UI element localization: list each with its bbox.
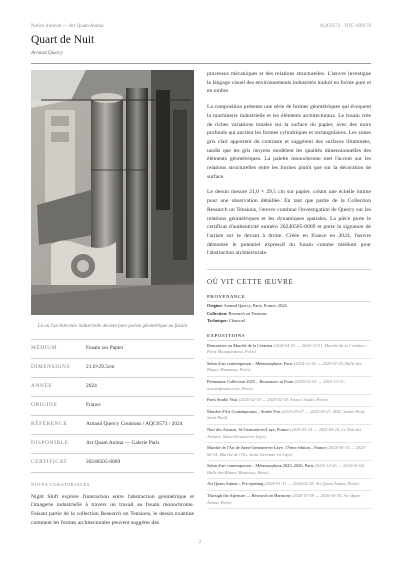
spec-row <box>31 434 194 453</box>
exposition-name: Art Quam Anima – Pre-opening <box>207 481 264 487</box>
exposition-detail: (2025-02-18 → 2025-02-18, Artist's Studio, Paris) <box>238 397 328 403</box>
artwork-title: Quart de Nuit <box>31 34 95 46</box>
spec-row <box>31 415 194 434</box>
description-paragraph: La composition présente une série de formes géométriques qui évoquent la machinerie industrielle et les éléments architecturaux. Le fusain crée de riches variations tonales sur la surface du papier, avec des noirs profonds qui ancrent les formes cylindriques et rectangulaires. Les zones gris clair apportent du contraste et suggèrent des surfaces illuminées, tandis que les gris moyens modèlent les qualités dimensionnelles des éléments géométriques. La palette monochrome met l'accent sur les relations structurelles entre les formes plutôt que sur la décoration de surface. <box>207 104 371 180</box>
spec-value: France <box>86 396 194 415</box>
spec-key: ORIGINE <box>31 396 86 415</box>
exposition-detail: (2026-01-31 → 2026-02-28, Art Quam Anima, Paris) <box>264 481 359 487</box>
exposition-name: Salon d'art contemporain – Métamorphose 2025–2026, Paris <box>207 463 314 469</box>
spec-row <box>31 377 194 396</box>
exposition-item <box>207 443 371 461</box>
spec-key: RÉFÉRENCE <box>31 415 86 434</box>
spec-value: 21.0×29.5cm <box>86 358 194 377</box>
provenance-line <box>207 317 371 325</box>
exposition-item <box>207 425 371 443</box>
provenance-label: Technique: <box>207 318 228 324</box>
header-notice: Notice d'œuvre — Art Quam Anima <box>31 24 104 29</box>
provenance-value: Arnaud Quercy, Paris, France, 2024 <box>223 303 287 309</box>
provenance-label: Collection: <box>207 310 228 316</box>
exposition-item <box>207 407 371 425</box>
exposition-name: Nuit des Artistes, St-Germain-en-Laye, France <box>207 426 289 432</box>
exposition-name: Marché de l'Art de Saint-Germain-en-Laye, 17ème édition – France <box>207 445 327 451</box>
exposition-detail: (2026-03-09 → 2026-04-30, Art Quam Anima, Paris) <box>207 493 361 505</box>
exposition-detail: (2025-06-14 → 2025-06-14, Marché de l'Art, Saint-Germain-en-Laye) <box>207 445 367 457</box>
section-divider <box>207 269 371 270</box>
exposition-item <box>207 359 371 377</box>
spec-row <box>31 358 194 377</box>
exposition-detail: (2025-03-27 → 2025-03-27, MAC Sainte-Paul, Saint-Paul) <box>207 408 366 421</box>
provenance-heading: PROVENANCE <box>207 294 246 300</box>
exposition-name: Paris Studio Visit <box>207 397 238 403</box>
provenance-line <box>207 310 371 318</box>
spec-key: ANNÉE <box>31 377 86 396</box>
page-number: 2 <box>198 540 202 545</box>
exposition-item <box>207 377 371 395</box>
spec-key: CERTIFICAT <box>31 453 86 472</box>
exposition-item <box>207 491 371 509</box>
curatorial-notes-text: Night Shift explore l'interaction entre l'abstraction géométrique et l'imagerie industrielle à travers un travail au fusain monochrome. Faisant partie de la collection Research on Tensions, le dessin examine comment les formes architecturales peuvent suggérer des <box>31 493 194 526</box>
spec-row <box>31 453 194 472</box>
exposition-detail: (2025-05-24 → 2025-05-24, Le Nuit des Artistes, Saint-Germain-en-Laye) <box>207 426 362 439</box>
spec-value: 2024 <box>86 377 194 396</box>
spec-key: MÉDIUM <box>31 339 86 358</box>
exposition-name: Marché d'Art Contemporain – Soirée Port <box>207 408 281 414</box>
exposition-name: Rencontres au Marché de la Création <box>207 342 273 348</box>
exposition-item <box>207 479 371 491</box>
spec-row <box>31 396 194 415</box>
exposition-detail: (2024-04-23 → 2024-12-31, Marché de la Création – Paris Montparnasse, Paris) <box>207 342 368 355</box>
header-reference: AQC0573 · NTC-000178 <box>319 24 371 29</box>
right-column <box>207 70 371 509</box>
exposition-item <box>207 395 371 407</box>
expositions-heading: EXPOSITIONS <box>207 332 246 338</box>
spec-row <box>31 339 194 358</box>
provenance-label: Origine: <box>207 303 223 309</box>
where-seen-heading: OÙ VIT CETTE ŒUVRE <box>207 278 294 287</box>
curatorial-notes-heading: NOTES CURATORIALES <box>31 481 90 487</box>
artwork-caption: Là où l'architecture industrielle devient pure poésie géométrique au fusain <box>37 324 188 329</box>
artwork-image <box>31 70 194 315</box>
spec-value: 20240505-0069 <box>86 453 194 472</box>
exposition-name: Permanent Collection 2025 – Resonance in Form <box>207 378 294 384</box>
description-paragraph: processus mécaniques et des relations structurelles. L'œuvre investigue le langage visuel des environnements industriels traduit en forme pure et en ombre. <box>207 71 371 95</box>
exposition-name: Through the Aperture — Research on Harmony <box>207 493 291 499</box>
left-column <box>31 70 194 527</box>
spec-value: Arnaud Quercy Creations / AQC0573 / 2024 <box>86 415 194 434</box>
exposition-name: Salon d'art contemporain – Métamorphose, Paris <box>207 360 293 366</box>
spec-value: Art Quam Anima — Galerie Paris <box>86 434 194 453</box>
exposition-detail: (2025-12-26 → 2026-01-04, Halle des Blancs Manteaux, Paris) <box>207 463 365 475</box>
header-divider <box>31 63 371 64</box>
spec-key: DIMENSIONS <box>31 358 86 377</box>
provenance-line <box>207 302 371 310</box>
spec-key: DISPONIBLE <box>31 434 86 453</box>
exposition-detail: (2025-01-01 → 2025-12-31, artsandpaints.com, Paris) <box>207 378 345 391</box>
artist-name: Arnaud Quercy <box>31 50 63 56</box>
charcoal-drawing-graphic <box>31 70 194 315</box>
exposition-item <box>207 461 371 479</box>
provenance-value: Charcoal <box>228 318 245 324</box>
description-paragraph: Le dessin mesure 21,0 × 29,5 cm sur papier, créant une échelle intime pour une observation détaillée. En tant que partie de la Collection Research on Tensions, l'œuvre continue l'investigation de Quercy sur les relations géométriques et les dynamiques spatiales. La pièce porte le certificat d'authenticité numéro 20240505-0069 et porte la signature de l'artiste sur le devant à droite. Créée en France en 2024, l'œuvre démontre le potentiel expressif du fusain comme médium pour l'abstraction architecturale. <box>207 189 371 257</box>
specs-table <box>31 339 194 473</box>
spec-value: Fusain sur Papier <box>86 339 194 358</box>
exposition-detail: (2024-12-26 → 2025-01-05, Halle des Blancs Manteaux, Paris) <box>207 360 362 373</box>
exposition-item <box>207 341 371 359</box>
provenance-value: Research on Tensions <box>228 310 267 316</box>
